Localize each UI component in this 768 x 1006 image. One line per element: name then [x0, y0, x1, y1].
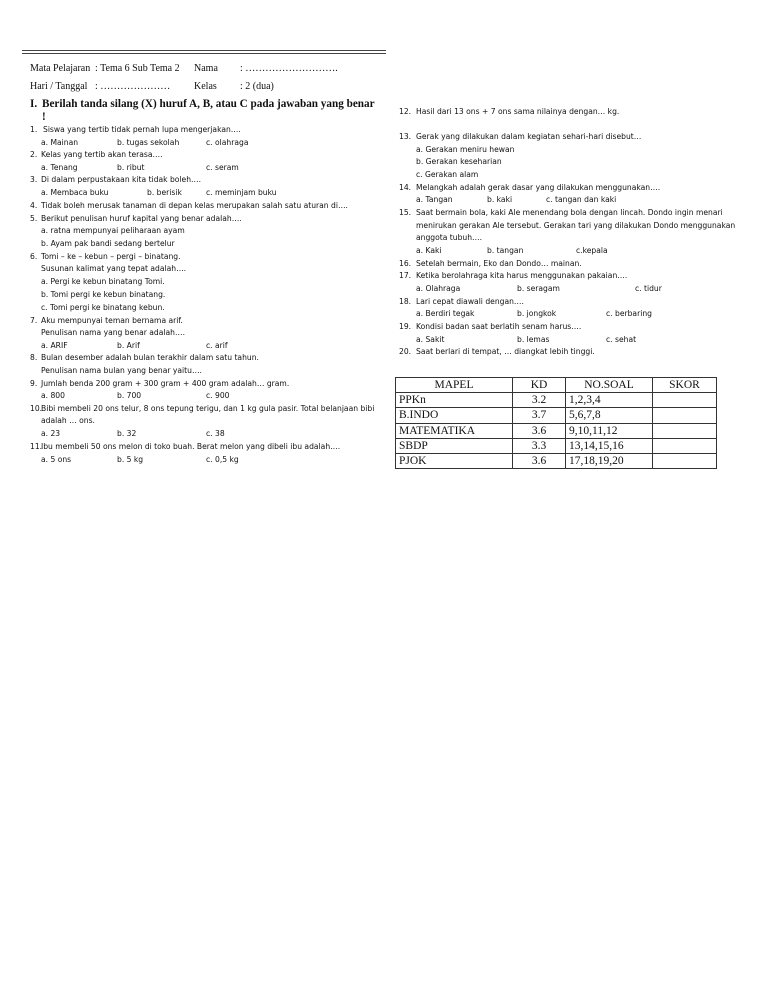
cell-skor[interactable]: [653, 408, 717, 423]
option-b[interactable]: b. ribut: [117, 163, 145, 172]
instruction-text: Berilah tanda silang (X) huruf A, B, atau C pada jawaban yang benar !: [42, 98, 375, 123]
question-text: Ketika berolahraga kita harus menggunakan pakaian….: [416, 271, 628, 280]
option-b[interactable]: b. 32: [117, 429, 137, 438]
column-header-skor: SKOR: [653, 378, 717, 393]
table-row: [396, 423, 717, 438]
table-row: [396, 453, 717, 468]
column-header-kd: KD: [513, 378, 566, 393]
option-c[interactable]: c. tidur: [635, 284, 662, 293]
question-number: 18.: [399, 297, 412, 306]
option-a[interactable]: a. Membaca buku: [41, 188, 109, 197]
question-text: Aku mempunyai teman bernama arif.: [41, 316, 183, 325]
question-number: 19.: [399, 322, 412, 331]
question-text-continued: Susunan kalimat yang tepat adalah….: [41, 264, 187, 273]
header-rule-top: [22, 50, 386, 51]
question-text: Hasil dari 13 ons + 7 ons sama nilainya dengan… kg.: [416, 107, 620, 116]
cell-kd: 3.6: [513, 423, 566, 438]
cell-mapel: PPKn: [396, 393, 513, 408]
subject-value: : Tema 6 Sub Tema 2: [95, 63, 180, 74]
option-c[interactable]: c. arif: [206, 341, 228, 350]
cell-skor[interactable]: [653, 438, 717, 453]
question-text: Siswa yang tertib tidak pernah lupa mengerjakan….: [43, 125, 241, 134]
option-c[interactable]: c. 38: [206, 429, 225, 438]
cell-kd: 3.2: [513, 393, 566, 408]
instruction-number: I.: [30, 98, 38, 110]
question-text: Kondisi badan saat berlatih senam harus….: [416, 322, 582, 331]
cell-mapel: SBDP: [396, 438, 513, 453]
option-c[interactable]: c.kepala: [576, 246, 608, 255]
cell-skor[interactable]: [653, 423, 717, 438]
question-number: 9.: [30, 379, 38, 388]
cell-mapel: B.INDO: [396, 408, 513, 423]
question-number: 3.: [30, 175, 38, 184]
question-number: 7.: [30, 316, 38, 325]
question-text: Lari cepat diawali dengan….: [416, 297, 524, 306]
option-c[interactable]: c. 900: [206, 391, 230, 400]
table-row: [396, 438, 717, 453]
question-text: Bibi membeli 20 ons telur, 8 ons tepung terigu, dan 1 kg gula pasir. Total belanjaan bibi: [41, 404, 375, 413]
header-rule-bottom: [22, 53, 386, 54]
question-text: Berikut penulisan huruf kapital yang benar adalah….: [41, 214, 242, 223]
class-label: Kelas: [194, 81, 217, 92]
cell-no-soal: 1,2,3,4: [566, 393, 653, 408]
option-b[interactable]: b. Gerakan keseharian: [416, 157, 502, 166]
date-value: : …………………: [95, 81, 171, 92]
column-header-mapel: MAPEL: [396, 378, 513, 393]
instruction: [30, 98, 380, 124]
option-b[interactable]: b. tangan: [487, 246, 524, 255]
question-number: 16.: [399, 259, 412, 268]
option-a[interactable]: a. Tenang: [41, 163, 78, 172]
question-text: Kelas yang tertib akan terasa….: [41, 150, 163, 159]
option-b[interactable]: b. jongkok: [517, 309, 557, 318]
question-text-continued: Penulisan nama yang benar adalah….: [41, 328, 185, 337]
name-value: : ……………………….: [240, 63, 338, 74]
question-number: 5.: [30, 214, 38, 223]
cell-skor[interactable]: [653, 393, 717, 408]
table-header-row: [396, 378, 717, 393]
question-number: 13.: [399, 132, 412, 141]
option-b[interactable]: b. 5 kg: [117, 455, 144, 464]
option-c[interactable]: c. 0,5 kg: [206, 455, 239, 464]
question-number: 1.: [30, 125, 38, 134]
question-number: 10.: [30, 404, 43, 413]
question-number: 2.: [30, 150, 38, 159]
option-a[interactable]: a. Olahraga: [416, 284, 461, 293]
cell-kd: 3.3: [513, 438, 566, 453]
option-c[interactable]: c. meminjam buku: [206, 188, 277, 197]
name-label: Nama: [194, 63, 218, 74]
option-c[interactable]: c. tangan dan kaki: [546, 195, 617, 204]
option-a[interactable]: a. 5 ons: [41, 455, 72, 464]
cell-no-soal: 9,10,11,12: [566, 423, 653, 438]
option-a[interactable]: a. ARIF: [41, 341, 68, 350]
question-text-continued: Penulisan nama bulan yang benar yaitu….: [41, 366, 202, 375]
option-b[interactable]: b. lemas: [517, 335, 550, 344]
option-a[interactable]: a. Gerakan meniru hewan: [416, 145, 515, 154]
cell-no-soal: 17,18,19,20: [566, 453, 653, 468]
cell-mapel: MATEMATIKA: [396, 423, 513, 438]
question-text: Melangkah adalah gerak dasar yang dilakukan menggunakan….: [416, 183, 661, 192]
option-c[interactable]: c. seram: [206, 163, 239, 172]
option-a[interactable]: a. Tangan: [416, 195, 453, 204]
cell-no-soal: 13,14,15,16: [566, 438, 653, 453]
question-text: Setelah bermain, Eko dan Dondo… mainan.: [416, 259, 582, 268]
question-text-continued: menirukan gerakan Ale tersebut. Gerakan tari yang dilakukan Dondo menggunakan: [416, 221, 736, 230]
option-a[interactable]: a. 23: [41, 429, 61, 438]
option-b[interactable]: b. kaki: [487, 195, 513, 204]
option-c[interactable]: c. olahraga: [206, 138, 249, 147]
question-text: Saat berlari di tempat, … diangkat lebih tinggi.: [416, 347, 595, 356]
option-b[interactable]: b. Arif: [117, 341, 140, 350]
option-b[interactable]: b. Tomi pergi ke kebun binatang.: [41, 290, 166, 299]
question-number: 8.: [30, 353, 38, 362]
option-b[interactable]: b. 700: [117, 391, 142, 400]
option-a[interactable]: a. Pergi ke kebun binatang Tomi.: [41, 277, 165, 286]
question-number: 15.: [399, 208, 412, 217]
score-table: [395, 377, 717, 469]
option-a[interactable]: a. Mainan: [41, 138, 79, 147]
option-c[interactable]: c. berbaring: [606, 309, 652, 318]
option-a[interactable]: a. Berdiri tegak: [416, 309, 475, 318]
table-row: [396, 393, 717, 408]
option-c[interactable]: c. Tomi pergi ke binatang kebun.: [41, 303, 165, 312]
question-text-continued: anggota tubuh….: [416, 233, 483, 242]
option-a[interactable]: a. Sakit: [416, 335, 445, 344]
option-a[interactable]: a. Kaki: [416, 246, 442, 255]
question-text: Bulan desember adalah bulan terakhir dalam satu tahun.: [41, 353, 259, 362]
date-label: Hari / Tanggal: [30, 81, 88, 92]
question-text-continued: adalah … ons.: [41, 416, 95, 425]
question-text: Di dalam perpustakaan kita tidak boleh….: [41, 175, 202, 184]
column-header-no-soal: NO.SOAL: [566, 378, 653, 393]
option-a[interactable]: a. 800: [41, 391, 65, 400]
cell-kd: 3.7: [513, 408, 566, 423]
option-b[interactable]: b. seragam: [517, 284, 560, 293]
question-number: 4.: [30, 201, 38, 210]
table-row: [396, 408, 717, 423]
cell-kd: 3.6: [513, 453, 566, 468]
question-number: 20.: [399, 347, 412, 356]
cell-skor[interactable]: [653, 453, 717, 468]
question-number: 14.: [399, 183, 412, 192]
option-b[interactable]: b. berisik: [147, 188, 182, 197]
question-text: Jumlah benda 200 gram + 300 gram + 400 gram adalah… gram.: [41, 379, 290, 388]
question-text: Saat bermain bola, kaki Ale menendang bola dengan lincah. Dondo ingin menari: [416, 208, 723, 217]
cell-no-soal: 5,6,7,8: [566, 408, 653, 423]
option-c[interactable]: c. Gerakan alam: [416, 170, 479, 179]
question-number: 11.: [30, 442, 43, 451]
class-value: : 2 (dua): [240, 81, 274, 92]
question-number: 12.: [399, 107, 412, 116]
subject-label: Mata Pelajaran: [30, 63, 91, 74]
cell-mapel: PJOK: [396, 453, 513, 468]
question-text: Tidak boleh merusak tanaman di depan kelas merupakan salah satu aturan di….: [41, 201, 348, 210]
option-b[interactable]: b. tugas sekolah: [117, 138, 180, 147]
option-a[interactable]: a. ratna mempunyai peliharaan ayam: [41, 226, 185, 235]
question-text: Gerak yang dilakukan dalam kegiatan sehari-hari disebut…: [416, 132, 642, 141]
question-number: 6.: [30, 252, 38, 261]
option-c[interactable]: c. sehat: [606, 335, 637, 344]
question-text: Tomi – ke – kebun – pergi – binatang.: [41, 252, 181, 261]
question-number: 17.: [399, 271, 412, 280]
question-text: Ibu membeli 50 ons melon di toko buah. Berat melon yang dibeli ibu adalah….: [41, 442, 341, 451]
option-b[interactable]: b. Ayam pak bandi sedang bertelur: [41, 239, 175, 248]
